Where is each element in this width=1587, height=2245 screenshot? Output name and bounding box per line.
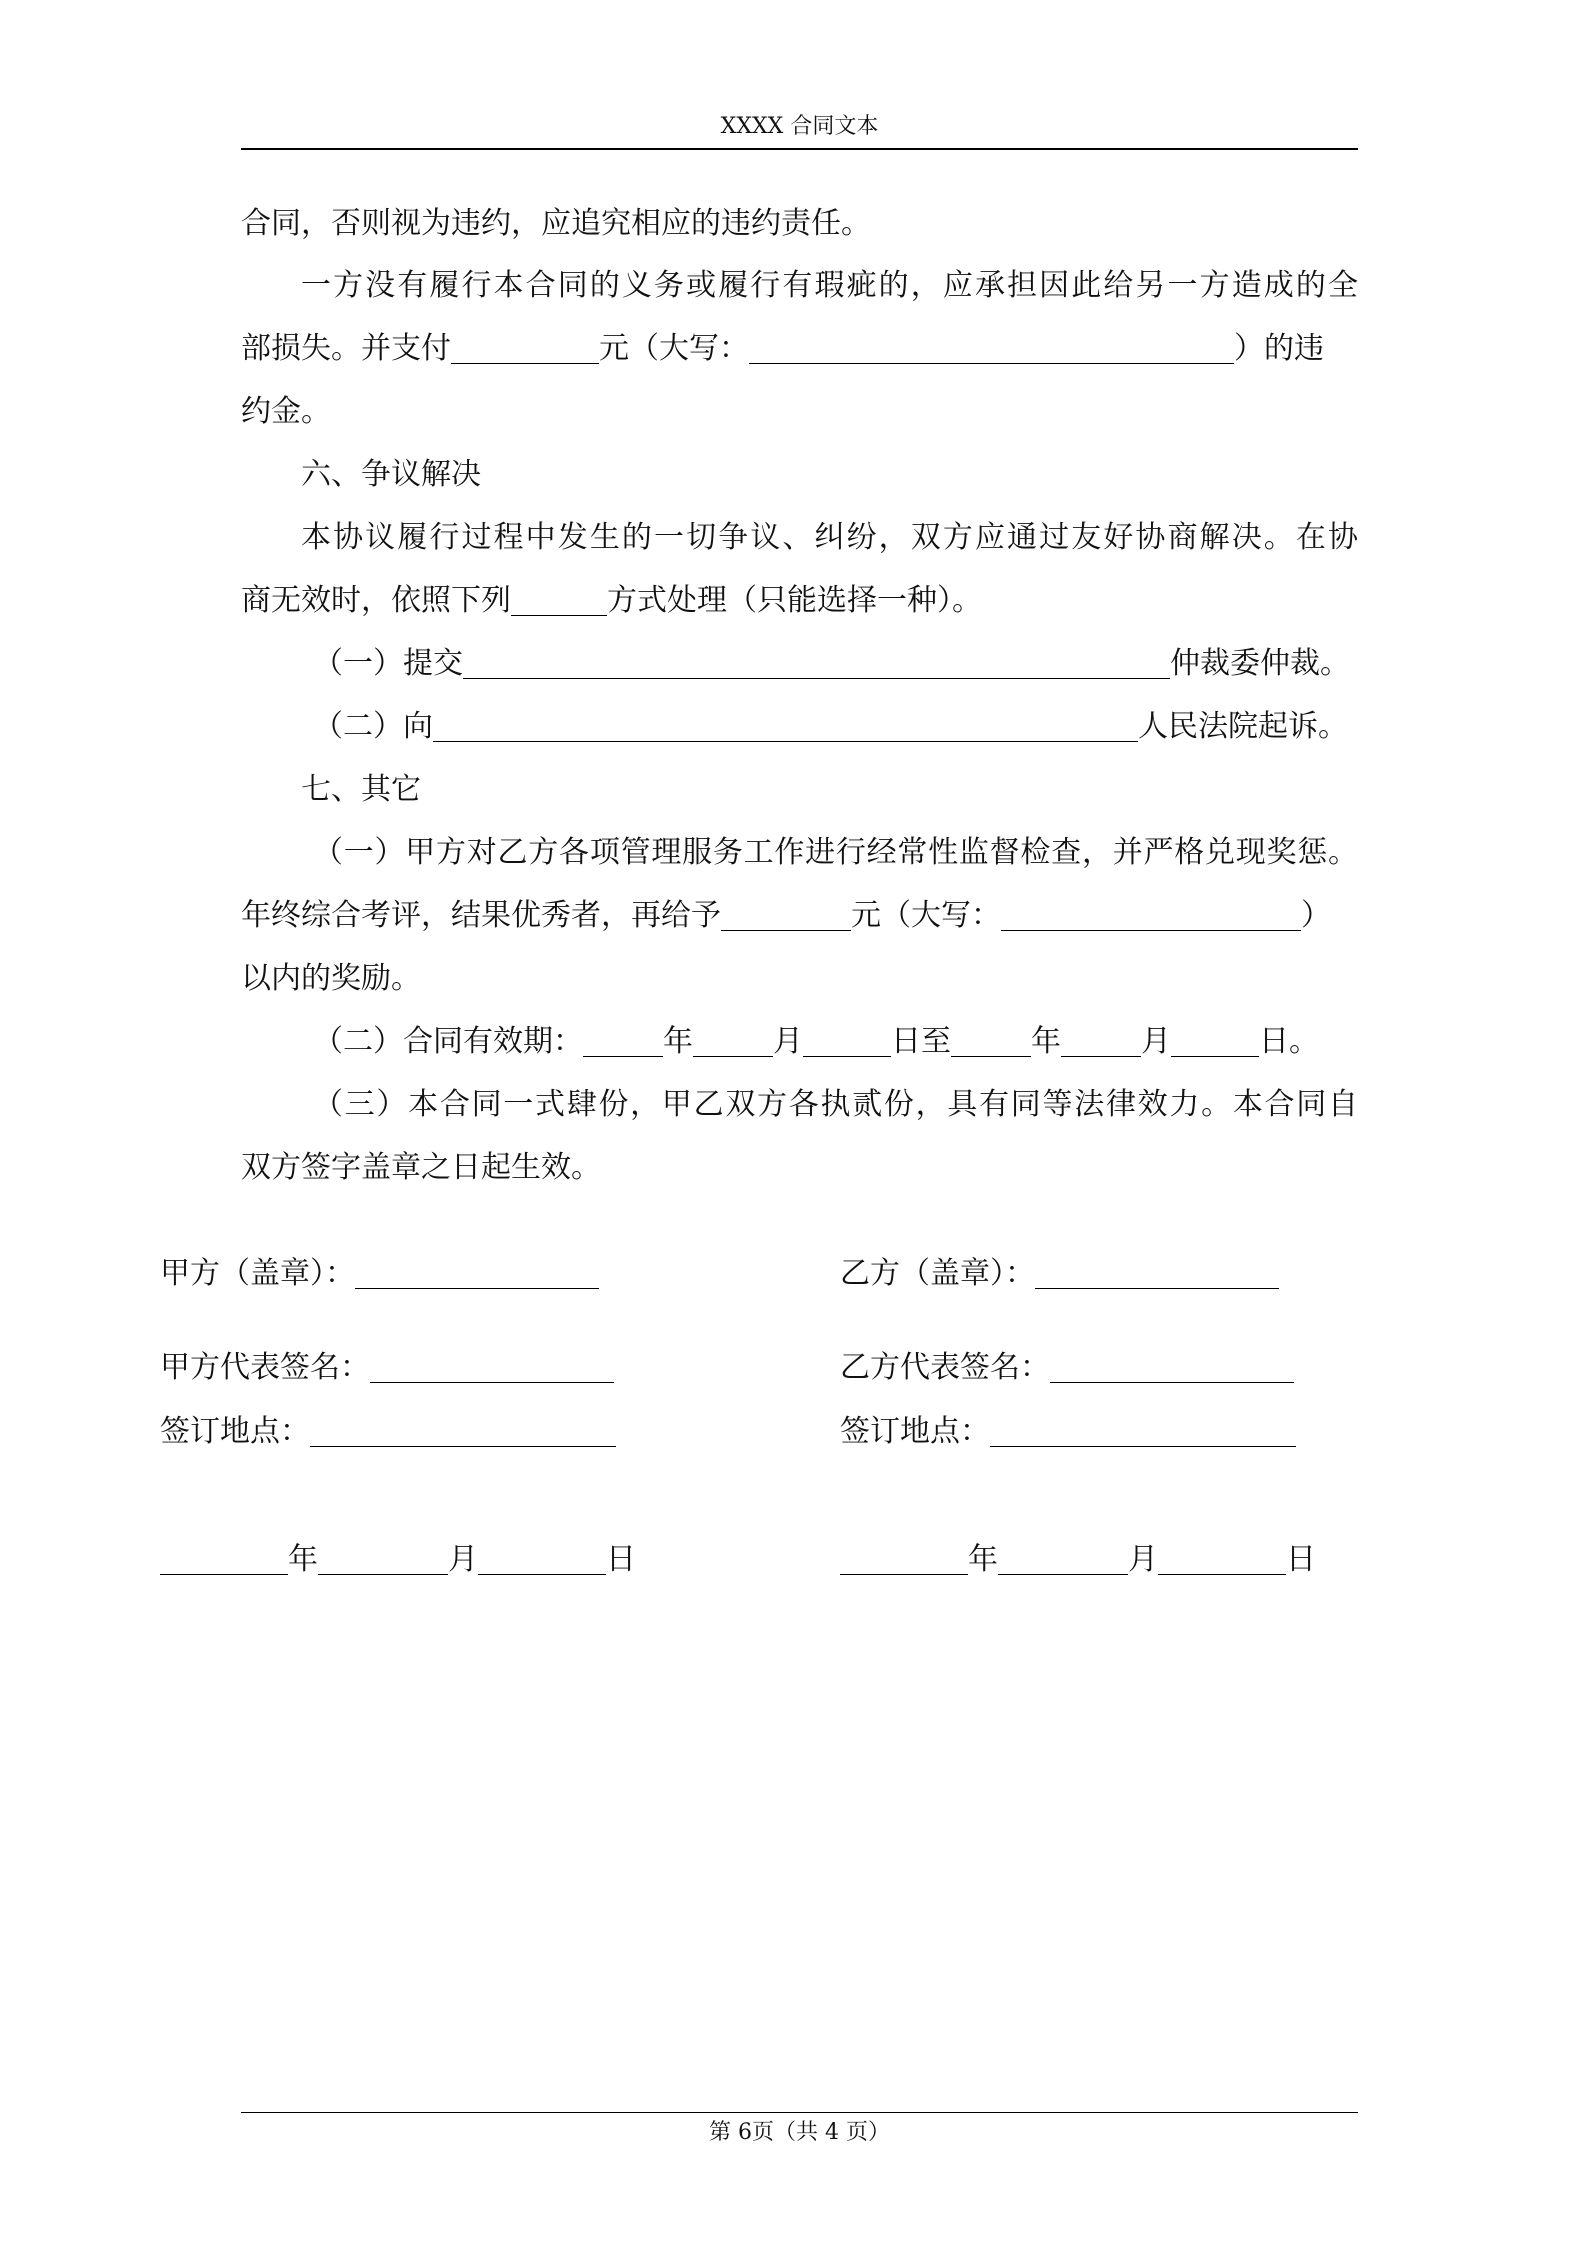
court-blank <box>433 711 1138 742</box>
header-rule <box>241 148 1358 150</box>
party-a-day-blank <box>478 1544 606 1575</box>
page-number: 第 6页（共 4 页） <box>709 2120 890 2145</box>
party-a-rep-blank <box>370 1352 614 1383</box>
page-header: XXXX 合同文本 <box>720 114 879 139</box>
end-day-blank <box>1171 1026 1259 1057</box>
party-a-place-blank <box>310 1416 616 1447</box>
paragraph-line: 约金。 <box>241 394 331 429</box>
section-heading: 六、争议解决 <box>301 457 481 492</box>
party-a-year-blank <box>160 1544 288 1575</box>
footer-rule <box>241 2112 1358 2113</box>
party-a-seal-field: 甲方（盖章）： <box>160 1254 599 1294</box>
paragraph-line: 年终综合考评，结果优秀者，再给予 元（大写： ） <box>241 898 1331 933</box>
reward-blank <box>721 900 851 931</box>
paragraph-line: 商无效时，依照下列 方式处理（只能选择一种）。 <box>241 583 982 618</box>
party-a-seal-blank <box>355 1258 599 1289</box>
party-a-place-field: 签订地点： <box>160 1412 616 1452</box>
party-b-month-blank <box>998 1544 1128 1575</box>
amount-blank <box>451 333 599 364</box>
paragraph-line: 部损失。并支付 元（大写： ）的违 <box>241 331 1324 366</box>
party-a-date-field: 年 月 日 <box>160 1540 636 1580</box>
party-b-seal-field: 乙方（盖章）： <box>840 1254 1279 1294</box>
paragraph-line: （一）提交 仲裁委仲裁。 <box>313 646 1350 681</box>
party-b-place-field: 签订地点： <box>840 1412 1296 1452</box>
paragraph-line: （二）向 人民法院起诉。 <box>313 709 1348 744</box>
end-year-blank <box>951 1026 1031 1057</box>
paragraph-line: （三）本合同一式肆份，甲乙双方各执贰份，具有同等法律效力。本合同自 <box>313 1087 1358 1122</box>
amount-words-blank <box>749 333 1234 364</box>
paragraph-line: （二）合同有效期： 年 月 日至 年 月 日。 <box>313 1024 1319 1059</box>
party-b-date-field: 年 月 日 <box>840 1540 1316 1580</box>
party-b-seal-blank <box>1035 1258 1279 1289</box>
method-blank <box>511 585 607 616</box>
party-b-rep-blank <box>1050 1352 1294 1383</box>
party-a-month-blank <box>318 1544 448 1575</box>
paragraph-line: 一方没有履行本合同的义务或履行有瑕疵的，应承担因此给另一方造成的全 <box>301 268 1358 303</box>
party-b-day-blank <box>1158 1544 1286 1575</box>
party-b-year-blank <box>840 1544 968 1575</box>
paragraph-line: 以内的奖励。 <box>241 961 421 996</box>
party-b-place-blank <box>990 1416 1296 1447</box>
paragraph-line: 合同，否则视为违约，应追究相应的违约责任。 <box>241 206 871 241</box>
paragraph-line: 双方签字盖章之日起生效。 <box>241 1150 601 1185</box>
start-month-blank <box>693 1026 773 1057</box>
paragraph-line: （一）甲方对乙方各项管理服务工作进行经常性监督检查，并严格兑现奖惩。 <box>313 835 1358 870</box>
paragraph-line: 本协议履行过程中发生的一切争议、纠纷，双方应通过友好协商解决。在协 <box>301 520 1358 555</box>
end-month-blank <box>1061 1026 1141 1057</box>
arbitration-blank <box>463 648 1170 679</box>
section-heading: 七、其它 <box>301 772 421 807</box>
party-a-rep-field: 甲方代表签名： <box>160 1348 614 1388</box>
start-year-blank <box>583 1026 663 1057</box>
start-day-blank <box>803 1026 891 1057</box>
party-b-rep-field: 乙方代表签名： <box>840 1348 1294 1388</box>
reward-words-blank <box>1001 900 1301 931</box>
